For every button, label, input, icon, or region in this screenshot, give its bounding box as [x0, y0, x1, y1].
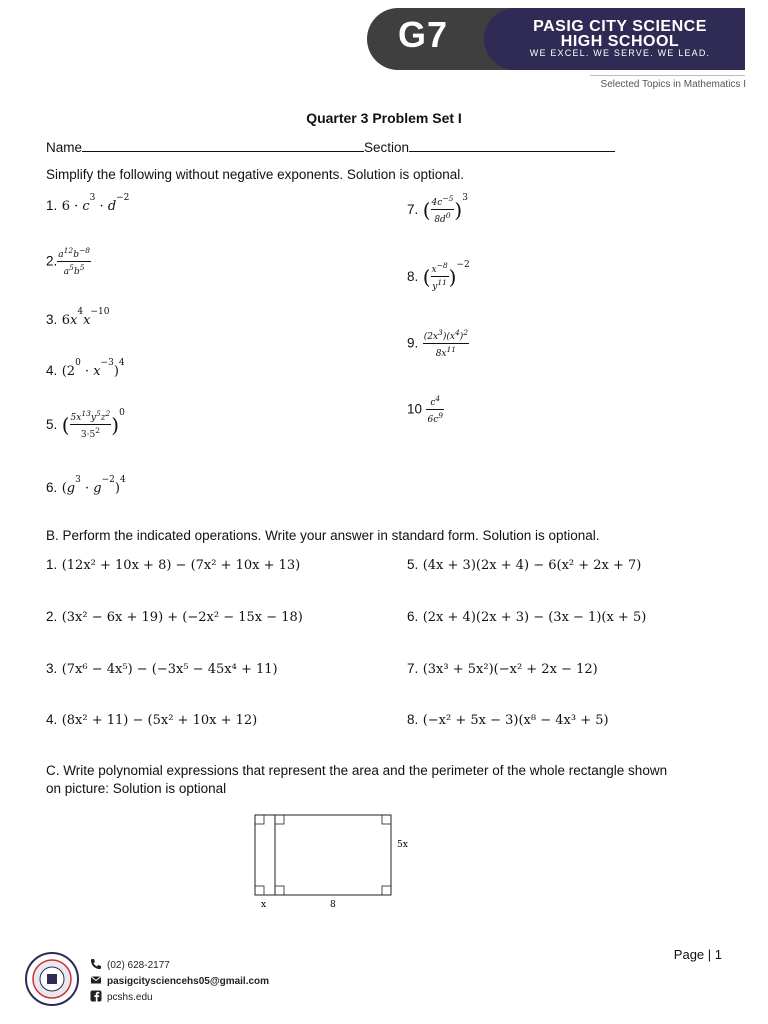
part-b-item-4: 4. (8x² + 11) − (5x² + 10x + 12) — [46, 712, 258, 728]
part-b-item-1: 1. (12x² + 10x + 8) − (7x² + 10x + 13) — [46, 557, 301, 573]
facebook-icon — [90, 990, 102, 1002]
page-number: Page | 1 — [673, 947, 722, 962]
part-b-instruction: B. Perform the indicated operations. Write your answer in standard form. Solution is optional. — [46, 528, 600, 543]
contact-website[interactable] — [90, 990, 153, 1003]
contact-email[interactable] — [90, 974, 269, 987]
page-title: Quarter 3 Problem Set I — [306, 110, 462, 126]
phone-text: (02) 628-2177 — [107, 960, 170, 971]
part-b-item-6: 6. (2x + 4)(2x + 3) − (3x − 1)(x + 5) — [407, 609, 647, 625]
part-a-instruction: Simplify the following without negative exponents. Solution is optional. — [46, 167, 464, 182]
part-a-item-4: 4. $(2^0 \cdot x^{-3})^4$ — [46, 358, 125, 379]
height-label: 5x — [397, 840, 408, 850]
subject-label: Selected Topics in Mathematics I — [600, 79, 746, 90]
left-width-label: x — [261, 900, 267, 910]
corner-mark — [382, 886, 391, 895]
part-c-instruction-line2: on picture: Solution is optional — [46, 781, 227, 796]
school-name-line1: PASIG CITY SCIENCE — [533, 18, 707, 35]
right-width-label: 8 — [330, 900, 336, 910]
school-seal-icon — [25, 952, 79, 1006]
phone-icon — [90, 958, 102, 970]
corner-mark — [255, 886, 264, 895]
email-text: pasigcitysciencehs05@gmail.com — [107, 976, 270, 987]
part-a-item-9: 9. $\frac{(2x^3)(x^4)^2}{8x^{11}}$ — [407, 328, 469, 359]
name-section-row — [46, 139, 615, 155]
corner-mark — [275, 815, 284, 824]
part-a-item-7: 7. ( $\frac{4c^{-5}}{8d^0}$ )$^3$ — [407, 193, 468, 226]
school-name — [500, 19, 740, 49]
corner-mark — [275, 886, 284, 895]
email-icon — [90, 974, 102, 986]
name-label: Name — [46, 140, 83, 155]
website-text: pcshs.edu — [107, 992, 153, 1003]
grade-label: G7 — [398, 14, 449, 55]
part-a-item-6: 6. $(g^3 \cdot g^{-2})^4$ — [46, 475, 126, 496]
part-a-item-3: 3. $6x^4x^{-10}$ — [46, 307, 110, 328]
rectangle-diagram — [250, 810, 420, 910]
section-label: Section — [364, 140, 410, 155]
school-name-line2: HIGH SCHOOL — [560, 33, 680, 50]
part-a-item-1: 1. $6 \cdot c^3 \cdot d^{-2}$ — [46, 193, 130, 214]
corner-mark — [255, 815, 264, 824]
corner-mark — [382, 815, 391, 824]
name-field[interactable] — [82, 139, 364, 152]
part-a-item-2: 2. $\frac{a^{12}b^{-8}}{a^5b^5}$ — [46, 246, 91, 277]
part-b-item-7: 7. (3x³ + 5x²)(−x² + 2x − 12) — [407, 661, 598, 677]
part-a-item-10: 10 $\frac{c^4}{6c^9}$ — [407, 394, 444, 425]
part-b-item-2: 2. (3x² − 6x + 19) + (−2x² − 15x − 18) — [46, 609, 303, 625]
school-motto: WE EXCEL. WE SERVE. WE LEAD. — [529, 48, 711, 58]
part-a-item-8: 8. ( $\frac{x^{-8}}{y^{11}}$ )$^{-2}$ — [407, 260, 470, 293]
part-c-instruction-line1: C. Write polynomial expressions that represent the area and the perimeter of the whole rectangle shown — [46, 763, 668, 778]
part-b-item-8: 8. (−x² + 5x − 3)(x⁸ − 4x³ + 5) — [407, 712, 609, 728]
part-b-item-5: 5. (4x + 3)(2x + 4) − 6(x² + 2x + 7) — [407, 557, 642, 573]
contact-phone — [90, 958, 170, 971]
part-a-item-5: 5. ( $\frac{5x^{13}y^5z^2}{3\cdot 5^2}$ )$^0$ — [46, 408, 125, 441]
section-field[interactable] — [409, 139, 615, 152]
part-b-item-3: 3. (7x⁶ − 4x⁵) − (−3x⁵ − 45x⁴ + 11) — [46, 661, 278, 677]
header-divider — [590, 75, 745, 76]
